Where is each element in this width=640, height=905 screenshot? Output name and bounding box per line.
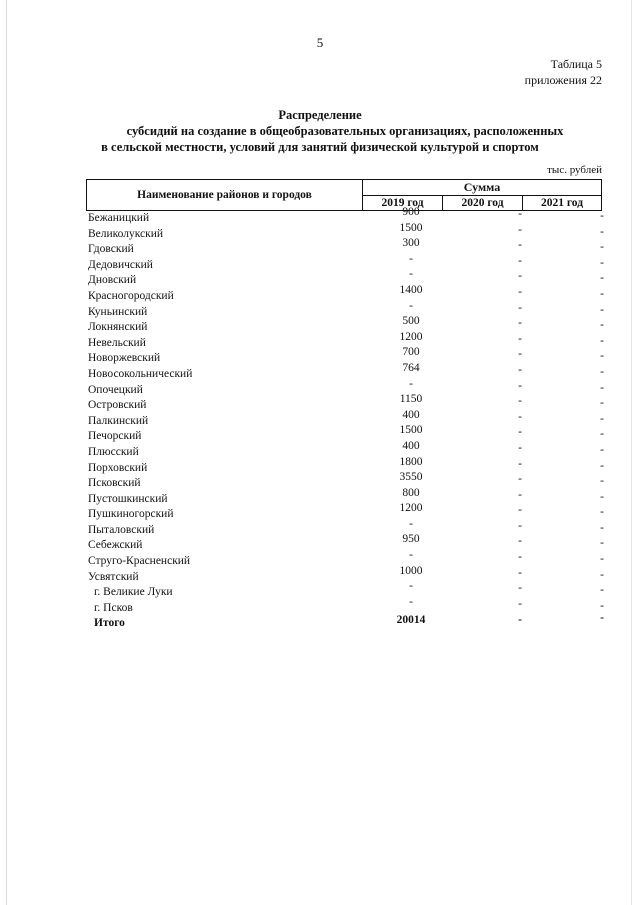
row-value-2020: - xyxy=(518,379,522,392)
row-name: Невельский xyxy=(88,336,146,349)
row-value-2021: - xyxy=(600,287,604,300)
table-row xyxy=(0,580,640,600)
row-value-2021: - xyxy=(600,319,604,332)
row-name: Опочецкий xyxy=(88,383,143,396)
table-row xyxy=(0,486,640,507)
row-value-2021: - xyxy=(600,537,604,550)
row-value-2019: - xyxy=(409,517,413,530)
row-value-2019: 1200 xyxy=(399,330,423,343)
row-value-2020: - xyxy=(518,566,522,579)
header-year-2019: 2019 год xyxy=(362,195,443,211)
row-value-2021: - xyxy=(600,490,604,503)
row-value-2020: - xyxy=(518,332,522,345)
row-value-2019: 1200 xyxy=(399,502,423,515)
row-value-2019: - xyxy=(409,299,413,312)
header-year-2021: 2021 год xyxy=(522,195,602,211)
row-name: г. Псков xyxy=(94,601,133,614)
table-row xyxy=(0,377,640,398)
title-line2: субсидий на создание в общеобразовательных организациях, расположенных xyxy=(126,124,564,138)
row-name: Пустошкинский xyxy=(88,492,168,505)
row-value-2019: - xyxy=(409,377,413,390)
table-row xyxy=(0,237,640,257)
row-value-2019: 700 xyxy=(402,346,420,359)
row-name: Усвятский xyxy=(88,570,139,583)
row-value-2019: - xyxy=(409,268,413,281)
table-row xyxy=(0,330,640,351)
row-value-2020: - xyxy=(518,457,522,470)
total-value-2019: 20014 xyxy=(396,614,426,627)
units-label: тыс. рублей xyxy=(547,164,602,176)
total-value-2020: - xyxy=(518,614,522,627)
row-name: Плюсский xyxy=(88,445,139,458)
row-value-2020: - xyxy=(518,441,522,454)
row-name: Дедовичский xyxy=(88,258,153,271)
row-value-2020: - xyxy=(518,504,522,517)
row-value-2021: - xyxy=(600,365,604,378)
row-value-2020: - xyxy=(518,301,522,314)
row-value-2019: 1500 xyxy=(399,221,423,234)
table-row xyxy=(0,517,640,538)
row-name: Бежаницкий xyxy=(88,212,150,224)
row-value-2021: - xyxy=(600,381,604,394)
table-row xyxy=(0,408,640,429)
row-value-2021: - xyxy=(600,210,604,222)
row-name: Новосокольнический xyxy=(88,367,193,380)
row-value-2020: - xyxy=(518,426,522,439)
row-value-2020: - xyxy=(518,270,522,283)
title-line3: в сельской местности, условий для занятий физической культурой и спортом xyxy=(101,140,539,154)
table-reference-line1: Таблица 5 xyxy=(550,57,602,71)
table-row xyxy=(0,502,640,522)
row-value-2021: - xyxy=(600,521,604,534)
table-row xyxy=(0,439,640,460)
row-name: Великолукский xyxy=(88,227,164,240)
row-value-2019: 300 xyxy=(402,237,420,250)
row-value-2019: 400 xyxy=(402,408,420,421)
row-value-2020: - xyxy=(518,223,522,236)
row-value-2019: 950 xyxy=(402,533,420,546)
row-value-2019: 800 xyxy=(402,486,420,499)
row-value-2020: - xyxy=(518,551,522,564)
row-value-2019: 500 xyxy=(402,315,420,328)
row-value-2020: - xyxy=(518,473,522,486)
header-year-2020: 2020 год xyxy=(442,195,523,211)
row-value-2021: - xyxy=(600,428,604,441)
table-row xyxy=(0,299,640,320)
row-name: Красногородский xyxy=(88,289,174,302)
row-value-2021: - xyxy=(600,241,604,254)
page-number: 5 xyxy=(316,35,324,50)
title-line1: Распределение xyxy=(278,108,362,122)
row-value-2019: - xyxy=(409,252,413,265)
table-row xyxy=(0,471,640,491)
row-value-2020: - xyxy=(518,317,522,330)
header-sum: Сумма xyxy=(362,179,602,196)
row-value-2020: - xyxy=(518,254,522,267)
row-value-2019: 1150 xyxy=(399,393,423,406)
row-name: Островский xyxy=(88,399,147,412)
row-value-2019: - xyxy=(409,580,413,593)
row-value-2019: - xyxy=(409,595,413,608)
row-value-2020: - xyxy=(518,488,522,501)
total-label: Итого xyxy=(94,617,125,630)
row-value-2019: 900 xyxy=(402,206,420,218)
row-value-2021: - xyxy=(600,303,604,316)
row-value-2021: - xyxy=(600,553,604,566)
table-reference xyxy=(525,56,602,88)
table-row xyxy=(0,221,640,242)
row-value-2021: - xyxy=(600,443,604,456)
table-row xyxy=(0,252,640,273)
row-value-2020: - xyxy=(518,239,522,252)
table-row xyxy=(0,549,640,569)
table-row xyxy=(0,455,640,476)
total-value-2021: - xyxy=(600,612,604,625)
row-value-2019: - xyxy=(409,549,413,562)
table-row xyxy=(0,533,640,553)
row-value-2019: 3550 xyxy=(399,471,423,484)
row-value-2021: - xyxy=(600,475,604,488)
row-value-2020: - xyxy=(518,597,522,610)
table-row xyxy=(0,283,640,304)
table-reference-line2: приложения 22 xyxy=(524,73,602,87)
row-value-2021: - xyxy=(600,225,604,238)
row-value-2021: - xyxy=(600,568,604,581)
row-value-2020: - xyxy=(518,535,522,548)
row-name: Палкинский xyxy=(88,414,149,427)
table-body xyxy=(0,206,640,631)
header-name-column: Наименование районов и городов xyxy=(86,179,363,211)
row-name: Псковский xyxy=(88,477,141,490)
row-name: Пушкиногорский xyxy=(88,508,174,521)
row-value-2019: 1400 xyxy=(399,283,423,296)
row-name: Печорский xyxy=(88,430,142,443)
row-value-2021: - xyxy=(600,506,604,519)
row-value-2021: - xyxy=(600,599,604,612)
row-value-2020: - xyxy=(518,410,522,423)
row-value-2019: 1000 xyxy=(399,564,423,577)
row-value-2021: - xyxy=(600,459,604,472)
total-row xyxy=(0,612,640,631)
table-row xyxy=(0,315,640,335)
row-value-2019: 1800 xyxy=(399,455,423,468)
row-name: Локнянский xyxy=(88,321,148,334)
row-name: г. Великие Луки xyxy=(94,586,173,599)
row-name: Новоржевский xyxy=(88,352,161,365)
document-title xyxy=(0,107,640,155)
row-name: Гдовский xyxy=(88,243,134,256)
row-name: Струго-Красненский xyxy=(88,555,191,568)
row-value-2020: - xyxy=(518,348,522,361)
table-row xyxy=(0,424,640,444)
row-value-2020: - xyxy=(518,208,522,220)
row-value-2020: - xyxy=(518,582,522,595)
row-name: Себежский xyxy=(88,539,143,552)
row-name: Пыталовский xyxy=(88,523,155,536)
row-value-2021: - xyxy=(600,256,604,269)
row-value-2021: - xyxy=(600,397,604,410)
table-row xyxy=(0,268,640,288)
row-value-2020: - xyxy=(518,285,522,298)
row-name: Куньинский xyxy=(88,305,148,318)
row-value-2021: - xyxy=(600,334,604,347)
table-row xyxy=(0,393,640,413)
row-value-2020: - xyxy=(518,519,522,532)
row-name: Порховский xyxy=(88,461,148,474)
table-row xyxy=(0,361,640,382)
row-value-2021: - xyxy=(600,412,604,425)
row-value-2021: - xyxy=(600,350,604,363)
table-row xyxy=(0,346,640,366)
row-value-2019: 1500 xyxy=(399,424,423,437)
row-value-2019: 400 xyxy=(402,439,420,452)
row-value-2019: 764 xyxy=(402,361,420,374)
row-value-2020: - xyxy=(518,395,522,408)
row-value-2021: - xyxy=(600,272,604,285)
row-value-2021: - xyxy=(600,584,604,597)
table-row xyxy=(0,206,640,226)
table-row xyxy=(0,564,640,585)
row-name: Дновский xyxy=(88,274,137,287)
row-value-2020: - xyxy=(518,363,522,376)
